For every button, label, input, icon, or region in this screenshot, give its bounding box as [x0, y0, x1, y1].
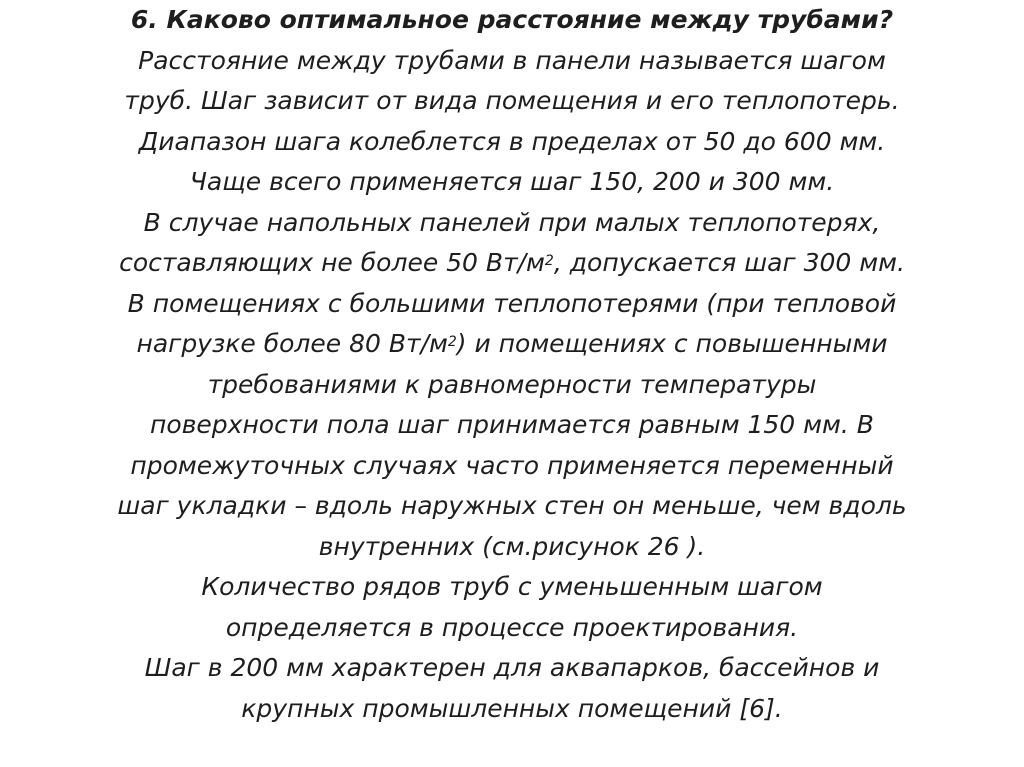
text-line-2: труб. Шаг зависит от вида помещения и его теплопотерь. [124, 86, 900, 115]
text-line-14: Количество рядов труб с уменьшенным шагом [201, 572, 823, 601]
text-line-6 [20, 243, 1004, 284]
text-line-1: Расстояние между трубами в панели называется шагом [138, 45, 886, 75]
text-line-8 [20, 324, 1004, 365]
text-line-5: В случае напольных панелей при малых теплопотерях, [143, 207, 881, 237]
text-line-6-start: составляющих не более 50 Вт/м [119, 248, 545, 277]
text-line-3: Диапазон шага колеблется в пределах от 50 до 600 мм. [138, 126, 886, 156]
slide-text [20, 0, 1004, 729]
text-line-8-end: ) и помещениях с повышенными [456, 329, 888, 358]
text-line-13: внутренних (см.рисунок 26 ). [318, 531, 706, 561]
slide-title: 6. Каково оптимальное расстояние между трубами? [130, 5, 894, 34]
text-line-17: крупных промышленных помещений [6]. [241, 693, 783, 723]
text-line-15: определяется в процессе проектирования. [225, 612, 799, 642]
text-line-9: требованиями к равномерности температуры [207, 369, 817, 399]
text-line-16: Шаг в 200 мм характерен для аквапарков, бассейнов и [144, 653, 880, 682]
superscript-2: 2 [544, 253, 554, 269]
text-line-10: поверхности пола шаг принимается равным 150 мм. В [150, 410, 874, 439]
superscript-2: 2 [447, 334, 457, 350]
text-line-12: шаг укладки – вдоль наружных стен он меньше, чем вдоль [117, 491, 907, 520]
text-line-8-start: нагрузке более 80 Вт/м [136, 329, 448, 358]
text-line-6-end: , допускается шаг 300 мм. [553, 248, 905, 277]
text-line-11: промежуточных случаях часто применяется переменный [130, 450, 894, 480]
text-line-7: В помещениях с большими теплопотерями (при тепловой [127, 288, 897, 318]
text-line-4: Чаще всего применяется шаг 150, 200 и 300 мм. [189, 167, 835, 196]
